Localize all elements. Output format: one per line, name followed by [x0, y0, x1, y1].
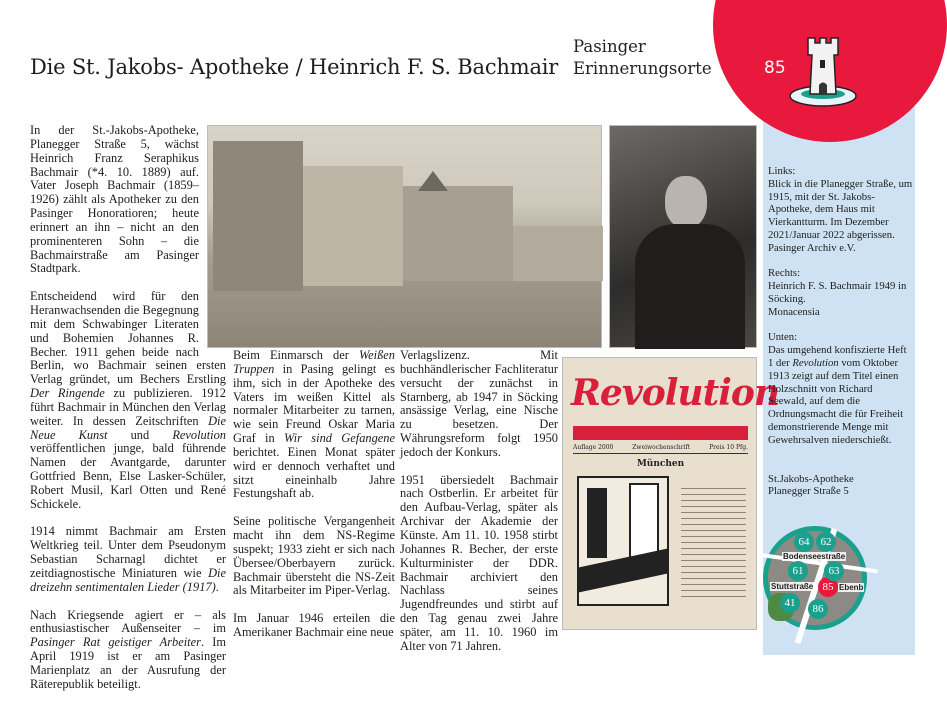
map-pin[interactable]: 41 — [780, 593, 800, 613]
magazine-city: München — [636, 459, 685, 469]
article-column-3 — [400, 349, 558, 667]
series-title — [573, 36, 712, 80]
paragraph: 1951 übersiedelt Bachmair nach Ostberlin. Er arbeitet für den Aufbau-Verlag, später als Archivar der Akademie der Künste. Am 11. 10. 1958 stirbt Johannes R. Becher, der erste Kulturminister der DDR. Bachmair archiviert den Nachlass seines Jugendfreundes und stirbt auf den Tag genau zwei Jahre später, am 11. 10. 1960 im Alter von 71 Jahren. — [400, 472, 558, 653]
street-label: Ebenb — [839, 583, 864, 592]
paragraph: Beim Einmarsch der Weißen Truppen in Pasing gelingt es ihm, sich in der Apotheke des Vaters im weißen Kittel als normaler Mitarbeiter zu tarnen, wie sein Freund Oskar Maria Graf in Wir sind Gefangene berichtet. Einen Monat später wird er dennoch verhaftet und sitzt eineinhalb Jahre Festungshaft ab. — [233, 348, 395, 501]
page-title: Die St. Jakobs- Apotheke / Heinrich F. S. Bachmair — [30, 55, 559, 79]
caption-right: Rechts: Heinrich F. S. Bachmair 1949 in Söcking. Monacensia — [768, 267, 907, 318]
paragraph: Im Januar 1946 erteilen die Amerikaner Bachmair eine neue — [233, 611, 395, 639]
location-map[interactable] — [763, 526, 867, 630]
street-label: Bodenseestraße — [783, 552, 846, 561]
paragraph: Verlagslizenz. Mit buchhändlerischer Fachliteratur versucht der zunächst in Starnberg, ab 1947 in Söcking ansässige Verlag, eine Nische zu besetzen. Der Währungsreform folgt 1950 jedoch der Konkurs. — [400, 348, 558, 459]
article-column-1 — [30, 124, 226, 705]
caption-bottom: Unten: Das umgehend konfiszierte Heft 1 der Revolution vom Oktober 1913 zeigt auf dem Titel einen Holzschnitt von Richard Seewald, auf dem die Ordnungsmacht die für Freiheit demonstrierende Menge mit Gewehrsalven niederschießt. — [768, 331, 907, 446]
map-pin[interactable]: 63 — [824, 561, 844, 581]
paragraph: In der St.-Jakobs-Apotheke, Planegger Straße 5, wächst Heinrich Franz Seraphikus Bachmair (*4. 10. 1889) auf. Vater Joseph Bachmair (1859–1926) zählt als Apotheker zu den Pasinger Honoratioren; heute erinnert an ihn – nicht an den prominenteren Sohn – die Bachmairstraße am Pasinger Stadtpark. — [30, 123, 199, 276]
page-number: 85 — [764, 58, 786, 78]
map-pin[interactable]: 86 — [808, 599, 828, 619]
map-pin[interactable]: 62 — [816, 532, 836, 552]
location-label: St.Jakobs-Apotheke Planegger Straße 5 — [768, 472, 854, 498]
paragraph: Nach Kriegsende agiert er – als enthusiastischer Außenseiter – im Pasinger Rat geistiger Arbeiter. Im April 1919 ist er am Pasinger Marienplatz an der Ausrufung der Räterepublik beteiligt. — [30, 607, 227, 691]
map-pin-current[interactable]: 85 — [818, 577, 838, 597]
street-label: Stuttstraße — [771, 582, 814, 591]
map-pin[interactable]: 61 — [788, 561, 808, 581]
image-captions — [768, 165, 913, 511]
paragraph: 1914 nimmt Bachmair am Ersten Weltkrieg teil. Unter dem Pseudonym Sebastian Scharnagl dichtet er zeitdiagnostische Miniaturen wie Die dreizehn sentimentalen Lieder (1917). — [30, 524, 226, 594]
map-pin[interactable]: 64 — [794, 532, 814, 552]
magazine-masthead: Revolution — [571, 372, 780, 414]
magazine-frequency: Zweiwochenschrift — [632, 444, 691, 451]
paragraph: Seine politische Vergangenheit macht ihn dem NS-Regime suspekt; 1933 zieht er sich nach Übersee/Oberbayern zurück. Bachmair übersteht die NS-Zeit als Mitarbeiter im Piper-Verlag. — [233, 514, 395, 598]
series-line-2: Erinnerungsorte — [573, 59, 712, 78]
photo-bachmair-portrait-1949 — [609, 125, 757, 348]
series-line-1: Pasinger — [573, 37, 646, 56]
paragraph: Entscheidend wird für den Heranwachsenden die Begegnung mit dem Schwabinger Literaten und Bohemien Johannes R. Becher. 1911 gehen beide nach Berlin, wo Bachmair seinen ersten Verlag gründet, um Bechers Erstling Der Ringende zu publizieren. 1912 führt Bachmair in München den Verlag weiter. In dessen Zeitschriften Die Neue Kunst und Revolution veröffentlichen junge, bald führende Namen der Avantgarde, darunter Gottfried Benn, Else Lasker-Schüler, Robert Musil, Karl Otten und René Schickele. — [30, 289, 226, 511]
article-column-2 — [233, 349, 395, 654]
revolution-magazine-cover — [562, 357, 780, 630]
magazine-edition: Auflage 2000 — [573, 444, 614, 451]
pasing-tower-emblem-icon — [788, 30, 858, 110]
magazine-price: Preis 10 Pfg. — [709, 444, 748, 451]
photo-planegger-strasse-1915 — [207, 125, 602, 348]
caption-left: Links: Blick in die Planegger Straße, um 1915, mit der St. Jakobs-Apotheke, dem Haus mit Vierkantturm. Im Dezember 2021/Januar 2022 abgerissen. Pasinger Archiv e.V. — [768, 165, 913, 254]
